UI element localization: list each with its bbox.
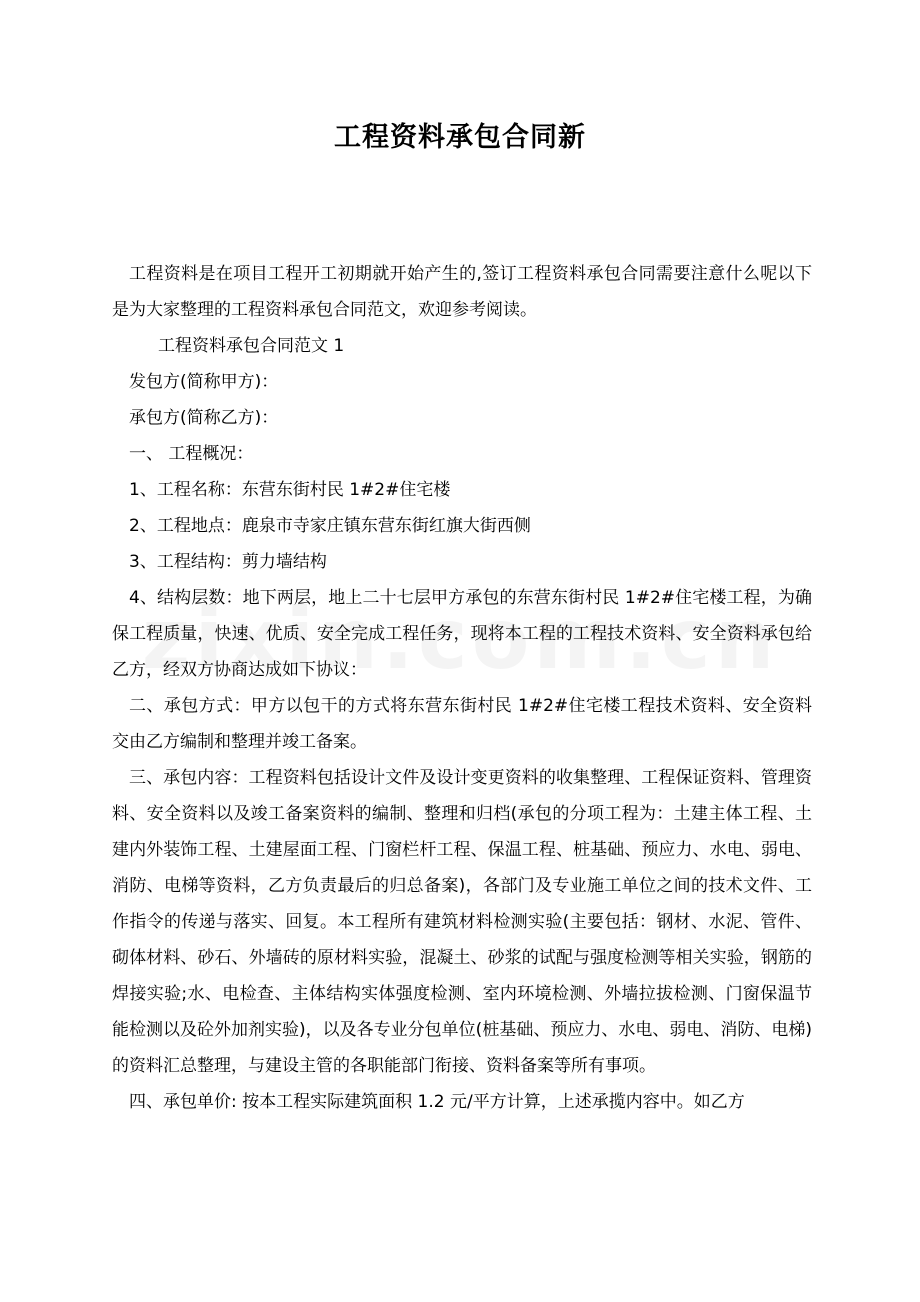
project-location-line: 2、工程地点：鹿泉市寺家庄镇东营东街红旗大街西侧: [129, 516, 531, 536]
project-name-line: 1、工程名称：东营东街村民 1#2#住宅楼: [129, 480, 451, 500]
document-title: 工程资料承包合同新: [334, 122, 586, 153]
section-2-paragraph: 二、承包方式：甲方以包干的方式将东营东街村民 1#2#住宅楼工程技术资料、安全资料交由乙方编制和整理并竣工备案。: [112, 696, 812, 752]
section-4-paragraph: 四、承包单价: 按本工程实际建筑面积 1.2 元/平方计算，上述承揽内容中。如乙方: [129, 1092, 745, 1112]
project-structure-line: 3、工程结构：剪力墙结构: [129, 552, 327, 572]
party-a-line: 发包方(简称甲方)：: [129, 372, 279, 392]
contract-sample-heading: 工程资料承包合同范文 1: [158, 336, 345, 356]
section-1-heading: 一、 工程概况：: [129, 444, 254, 464]
section-3-paragraph: 三、承包内容：工程资料包括设计文件及设计变更资料的收集整理、工程保证资料、管理资料、安全资料以及竣工备案资料的编制、整理和归档(承包的分项工程为：土建主体工程、土建内外装饰工程、土建屋面工程、门窗栏杆工程、保温工程、桩基础、预应力、水电、弱电、消防、电梯等资料，乙方负责最后的归总备案)，各部门及专业施工单位之间的技术文件、工作指令的传递与落实、回复。本工程所有建筑材料检测实验(主要包括：钢材、水泥、管件、砌体材料、砂石、外墙砖的原材料实验，混凝土、砂浆的试配与强度检测等相关实验，钢筋的焊接实验;水、电检查、主体结构实体强度检测、室内环境检测、外墙拉拔检测、门窗保温节能检测以及砼外加剂实验)，以及各专业分包单位(桩基础、预应力、水电、弱电、消防、电梯)的资料汇总整理，与建设主管的各职能部门衔接、资料备案等所有事项。: [112, 768, 812, 1076]
intro-paragraph: 工程资料是在项目工程开工初期就开始产生的,签订工程资料承包合同需要注意什么呢以下是为大家整理的工程资料承包合同范文，欢迎参考阅读。: [112, 264, 812, 320]
document-body: [112, 256, 812, 1120]
structure-floors-paragraph: 4、结构层数：地下两层，地上二十七层甲方承包的东营东街村民 1#2#住宅楼工程，为确保工程质量，快速、优质、安全完成工程任务，现将本工程的工程技术资料、安全资料承包给乙方，经双方协商达成如下协议：: [112, 588, 812, 680]
party-b-line: 承包方(简称乙方)：: [129, 408, 279, 428]
